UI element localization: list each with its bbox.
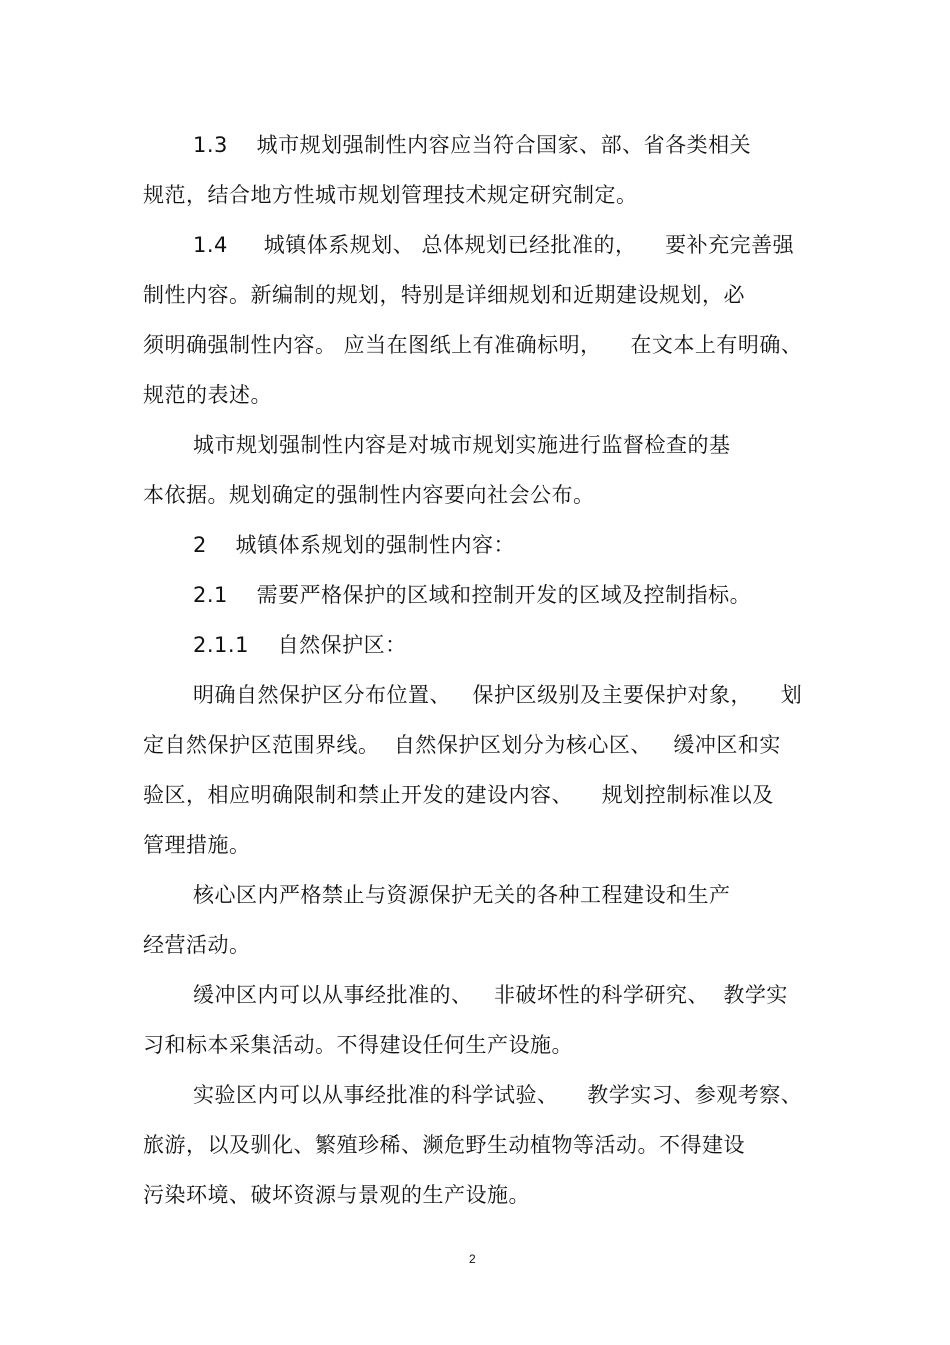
text-line-8: 本依据。规划确定的强制性内容要向社会公布。 xyxy=(143,483,595,507)
text-line-1: 1.3 城市规划强制性内容应当符合国家、部、省各类相关 xyxy=(193,133,752,157)
section-heading-2: 2 城镇体系规划的强制性内容： xyxy=(193,533,516,557)
text-line-20: 实验区内可以从事经批准的科学试验、 教学实习、参观考察、 xyxy=(193,1083,803,1107)
text-line-12: 明确自然保护区分布位置、 保护区级别及主要保护对象， 划 xyxy=(193,683,803,707)
section-heading-2-1-1: 2.1.1 自然保护区： xyxy=(193,633,407,657)
text-line-13: 定自然保护区范围界线。 自然保护区划分为核心区、 缓冲区和实 xyxy=(143,733,781,757)
text-line-16: 核心区内严格禁止与资源保护无关的各种工程建设和生产 xyxy=(193,883,731,907)
text-line-18: 缓冲区内可以从事经批准的、 非破坏性的科学研究、 教学实 xyxy=(193,983,788,1007)
text-line-6: 规范的表述。 xyxy=(143,383,272,407)
text-line-19: 习和标本采集活动。不得建设任何生产设施。 xyxy=(143,1033,573,1057)
text-line-21: 旅游，以及驯化、繁殖珍稀、濒危野生动植物等活动。不得建设 xyxy=(143,1133,745,1157)
text-line-5: 须明确强制性内容。 应当在图纸上有准确标明， 在文本上有明确、 xyxy=(143,333,803,357)
text-line-7: 城市规划强制性内容是对城市规划实施进行监督检查的基 xyxy=(193,433,731,457)
text-line-15: 管理措施。 xyxy=(143,833,251,857)
text-line-14: 验区，相应明确限制和禁止开发的建设内容、 规划控制标准以及 xyxy=(143,783,774,807)
page-number: 2 xyxy=(469,1252,476,1266)
text-line-3: 1.4 城镇体系规划、 总体规划已经批准的， 要补充完善强 xyxy=(193,233,795,257)
text-line-17: 经营活动。 xyxy=(143,933,251,957)
text-line-22: 污染环境、破坏资源与景观的生产设施。 xyxy=(143,1183,530,1207)
text-line-4: 制性内容。新编制的规划，特别是详细规划和近期建设规划，必 xyxy=(143,283,745,307)
text-line-2: 规范，结合地方性城市规划管理技术规定研究制定。 xyxy=(143,183,638,207)
section-heading-2-1: 2.1 需要严格保护的区域和控制开发的区域及控制指标。 xyxy=(193,583,752,607)
